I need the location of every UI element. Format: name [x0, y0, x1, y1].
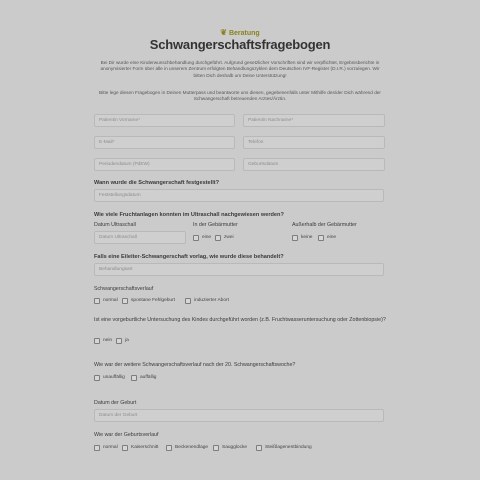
last-period-placeholder: Periodendatum (PdEW) [99, 162, 150, 167]
option-label: spontane Fehlgeburt [131, 298, 176, 303]
last-name-placeholder: Patientin Nachname* [248, 118, 294, 123]
checkbox[interactable] [94, 338, 100, 344]
course-label: Schwangerschaftsverlauf [94, 286, 154, 292]
checkbox[interactable] [94, 298, 100, 304]
inside-uterus-label: In der Gebärmutter [193, 222, 238, 228]
checkbox[interactable] [215, 235, 221, 241]
checkbox[interactable] [256, 445, 262, 451]
checkbox[interactable] [131, 375, 137, 381]
option-label: auffällig [140, 375, 157, 380]
prenatal-option-yes[interactable] [116, 337, 129, 344]
ultrasound-question: Wie viele Fruchtanlagen konnten im Ultraschall nachgewiesen werden? [94, 212, 284, 218]
option-label: eine [202, 235, 212, 240]
intro-paragraph-1: Bei Dir wurde eine Kinderwunschbehandlung durchgeführt. Aufgrund gesetzlicher Vorschriften sind wir verpflichtet, Ergebnisberichte in anonymisierter Form über alle in unserem Zentrum erfolgten Behandlungszyklen dem Deutschen IVF-Register (D.I.R.) vorzulegen. Wir bitten Dich deshalb um Deine Unterstützung! [100, 60, 380, 78]
intro-paragraph-2: Bitte lege diesen Fragebogen in Deinen Mutterpass und beantworte uns diesen, gegebenenfalls unter Mithilfe des/der Dich während der Schwangerschaft betreuenden Arztes/Ärztin. [99, 90, 381, 102]
ectopic-treatment-field[interactable] [94, 263, 384, 276]
last-name-field[interactable] [243, 114, 385, 127]
option-label: keine [301, 235, 313, 240]
birth-option-cesarean[interactable] [122, 444, 158, 451]
checkbox[interactable] [318, 235, 324, 241]
option-label: eine [327, 235, 337, 240]
checkbox[interactable] [122, 298, 128, 304]
detected-date-placeholder: Feststellungsdatum [99, 193, 141, 198]
after-week20-question: Wie war der weitere Schwangerschaftsverlauf nach der 20. Schwangerschaftswoche? [94, 362, 296, 368]
option-label: normal [103, 445, 118, 450]
phone-placeholder: Telefon [248, 140, 264, 145]
option-label: Beckenendlage [175, 445, 209, 450]
checkbox[interactable] [122, 445, 128, 451]
ultrasound-date-label: Datum Ultraschall [94, 222, 136, 228]
option-label: unauffällig [103, 375, 125, 380]
birth-course-question: Wie war der Geburtsverlauf [94, 432, 159, 438]
course-option-normal[interactable] [94, 297, 118, 304]
outside-option-none[interactable] [292, 234, 312, 241]
option-label: normal [103, 298, 118, 303]
option-label: ja [125, 338, 129, 343]
detected-question: Wann wurde die Schwangerschaft festgestellt? [94, 180, 220, 186]
birth-option-normal[interactable] [94, 444, 118, 451]
inside-option-two[interactable] [215, 234, 234, 241]
option-label: Saugglocke [222, 445, 248, 450]
delivery-date-placeholder: Datum der Geburt [99, 413, 138, 418]
first-name-field[interactable] [94, 114, 235, 127]
after20-option-normal[interactable] [94, 374, 125, 381]
email-placeholder: E-Mail* [99, 140, 115, 145]
checkbox[interactable] [185, 298, 191, 304]
birth-date-label: Datum der Geburt [94, 400, 137, 406]
checkbox[interactable] [94, 375, 100, 381]
option-label: nein [103, 338, 113, 343]
outside-uterus-label: Außerhalb der Gebärmutter [292, 222, 357, 228]
email-field[interactable] [94, 136, 235, 149]
option-label: Steißlagenentbindung [265, 445, 312, 450]
outside-option-one[interactable] [318, 234, 336, 241]
last-period-field[interactable] [94, 158, 235, 171]
leaf-icon: ❦ [220, 28, 227, 37]
checkbox[interactable] [213, 445, 219, 451]
course-option-miscarriage[interactable] [122, 297, 175, 304]
course-option-abortion[interactable] [185, 297, 229, 304]
brand-text: Beratung [228, 30, 260, 37]
ectopic-treatment-placeholder: Behandlungsart [99, 267, 133, 272]
phone-field[interactable] [243, 136, 385, 149]
prenatal-option-no[interactable] [94, 337, 112, 344]
inside-option-one[interactable] [193, 234, 211, 241]
birth-date-field[interactable] [243, 158, 385, 171]
detected-date-field[interactable] [94, 189, 384, 202]
ultrasound-date-placeholder: Datum Ultraschall [99, 235, 137, 240]
checkbox[interactable] [94, 445, 100, 451]
checkbox[interactable] [116, 338, 122, 344]
birth-option-vacuum[interactable] [213, 444, 247, 451]
brand-label [0, 28, 480, 37]
option-label: zwei [224, 235, 234, 240]
after20-option-abnormal[interactable] [131, 374, 156, 381]
option-label: Kaiserschnitt [131, 445, 159, 450]
birth-option-breech-delivery[interactable] [256, 444, 312, 451]
birth-option-breech[interactable] [166, 444, 208, 451]
first-name-placeholder: Patientin Vorname* [99, 118, 141, 123]
delivery-date-field[interactable] [94, 409, 384, 422]
ectopic-question: Falls eine Eileiter-Schwangerschaft vorlag, wie wurde diese behandelt? [94, 254, 284, 260]
page-title: Schwangerschaftsfragebogen [149, 37, 331, 52]
birth-date-placeholder: Geburtsdatum [248, 162, 279, 167]
checkbox[interactable] [292, 235, 298, 241]
checkbox[interactable] [166, 445, 172, 451]
ultrasound-date-field[interactable] [94, 231, 186, 244]
option-label: induzierter Abort [194, 298, 229, 303]
checkbox[interactable] [193, 235, 199, 241]
prenatal-question: Ist eine vorgeburtliche Untersuchung des Kindes durchgeführt worden (z.B. Fruchtwasseruntersuchung oder Zottenbiopsie)? [94, 317, 386, 323]
